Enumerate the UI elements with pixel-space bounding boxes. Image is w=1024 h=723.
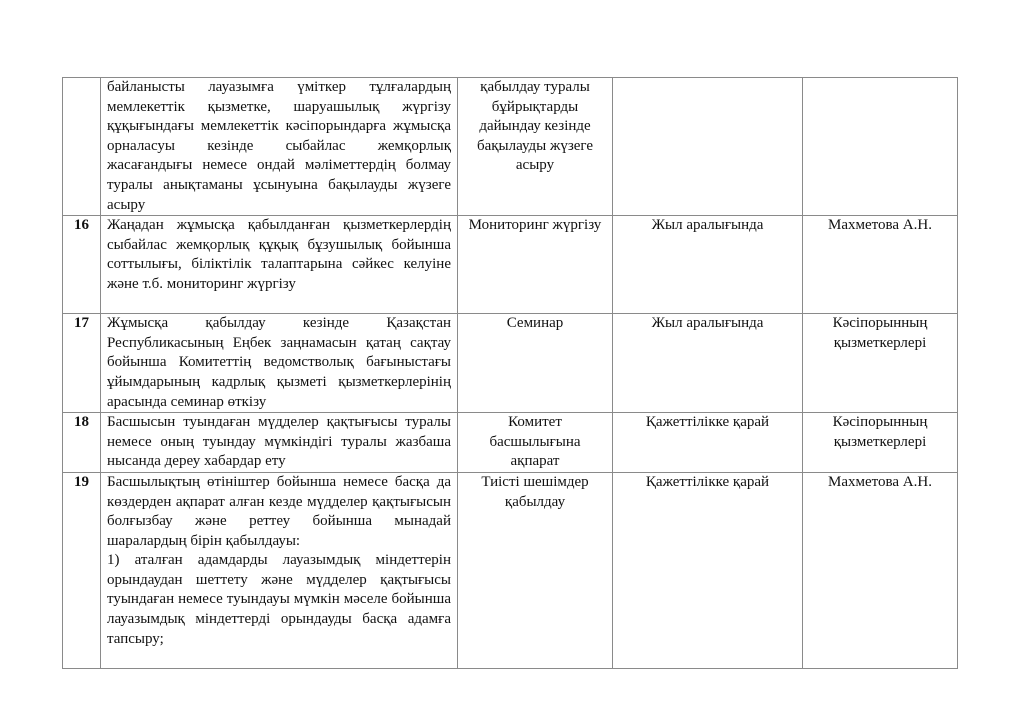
responsible-person [803, 78, 958, 216]
table-row [63, 314, 958, 413]
description-text: Басшылықтың өтініштер бойынша немесе басқа да көздерден ақпарат алған кезде мүдделер қақтығысын болғызбау және реттеу бойынша мынадай шаралардың бірін қабылдауы: [107, 473, 451, 549]
responsible-person: Кәсіпорынның қызметкерлері [803, 413, 958, 473]
completion-form: қабылдау туралы бұйрықтарды дайындау кезінде бақылауды жүзеге асыру [458, 78, 613, 216]
row-number: 17 [63, 314, 101, 413]
description-text: Жұмысқа қабылдау кезінде Қазақстан Республикасының Еңбек заңнамасын қатаң сақтау бойынша Комитеттің ведомстволық бағыныстағы ұйымдарының кадрлық қызметі қызметкерлерінің арасында семинар өткізу [107, 315, 451, 410]
measure-description [101, 413, 458, 473]
row-number: 16 [63, 216, 101, 314]
description-text: Басшысын туындаған мүдделер қақтығысы туралы немесе оның туындау мүмкіндігі туралы жазбаша нысанда дереу хабардар ету [107, 414, 451, 470]
description-text: Жаңадан жұмысқа қабылданған қызметкерлердің сыбайлас жемқорлық құқық бұзушылық бойынша соттылығы, біліктілік талаптарына сәйкес келуіне және т.б. мониторинг жүргізу [107, 217, 451, 292]
measure-description [101, 314, 458, 413]
table-row [63, 216, 958, 314]
responsible-person: Махметова А.Н. [803, 472, 958, 668]
measure-description [101, 472, 458, 668]
completion-form: Комитет басшылығына ақпарат [458, 413, 613, 473]
measures-table [62, 77, 958, 669]
completion-term [613, 78, 803, 216]
completion-form: Мониторинг жүргізу [458, 216, 613, 314]
measure-description [101, 78, 458, 216]
responsible-person: Махметова А.Н. [803, 216, 958, 314]
table-row [63, 413, 958, 473]
description-list-item: 1) аталған адамдарды лауазымдық міндеттерін орындаудан шеттету және мүдделер қақтығысы туындаған немесе туындауы мүмкін мәселе бойынша лауазымдық міндеттерді орындауды басқа адамға тапсыру; [107, 552, 451, 647]
completion-term: Жыл аралығында [613, 314, 803, 413]
row-number: 18 [63, 413, 101, 473]
completion-form: Семинар [458, 314, 613, 413]
completion-term: Қажеттілікке қарай [613, 472, 803, 668]
table-row [63, 78, 958, 216]
responsible-person: Кәсіпорынның қызметкерлері [803, 314, 958, 413]
measure-description [101, 216, 458, 314]
row-number [63, 78, 101, 216]
row-number: 19 [63, 472, 101, 668]
completion-term: Жыл аралығында [613, 216, 803, 314]
table-row [63, 472, 958, 668]
description-text: байланысты лауазымға үміткер тұлғалардың мемлекеттік қызметке, шаруашылық жүргізу құқығындағы мемлекеттік кәсіпорындарға жұмысқа орналасуы кезінде сыбайлас жемқорлық жасағандығы немесе ондай мәліметтердің болмау туралы анықтаманы ұсынуына бақылауды жүзеге асыру [107, 79, 451, 213]
completion-term: Қажеттілікке қарай [613, 413, 803, 473]
completion-form: Тиісті шешімдер қабылдау [458, 472, 613, 668]
